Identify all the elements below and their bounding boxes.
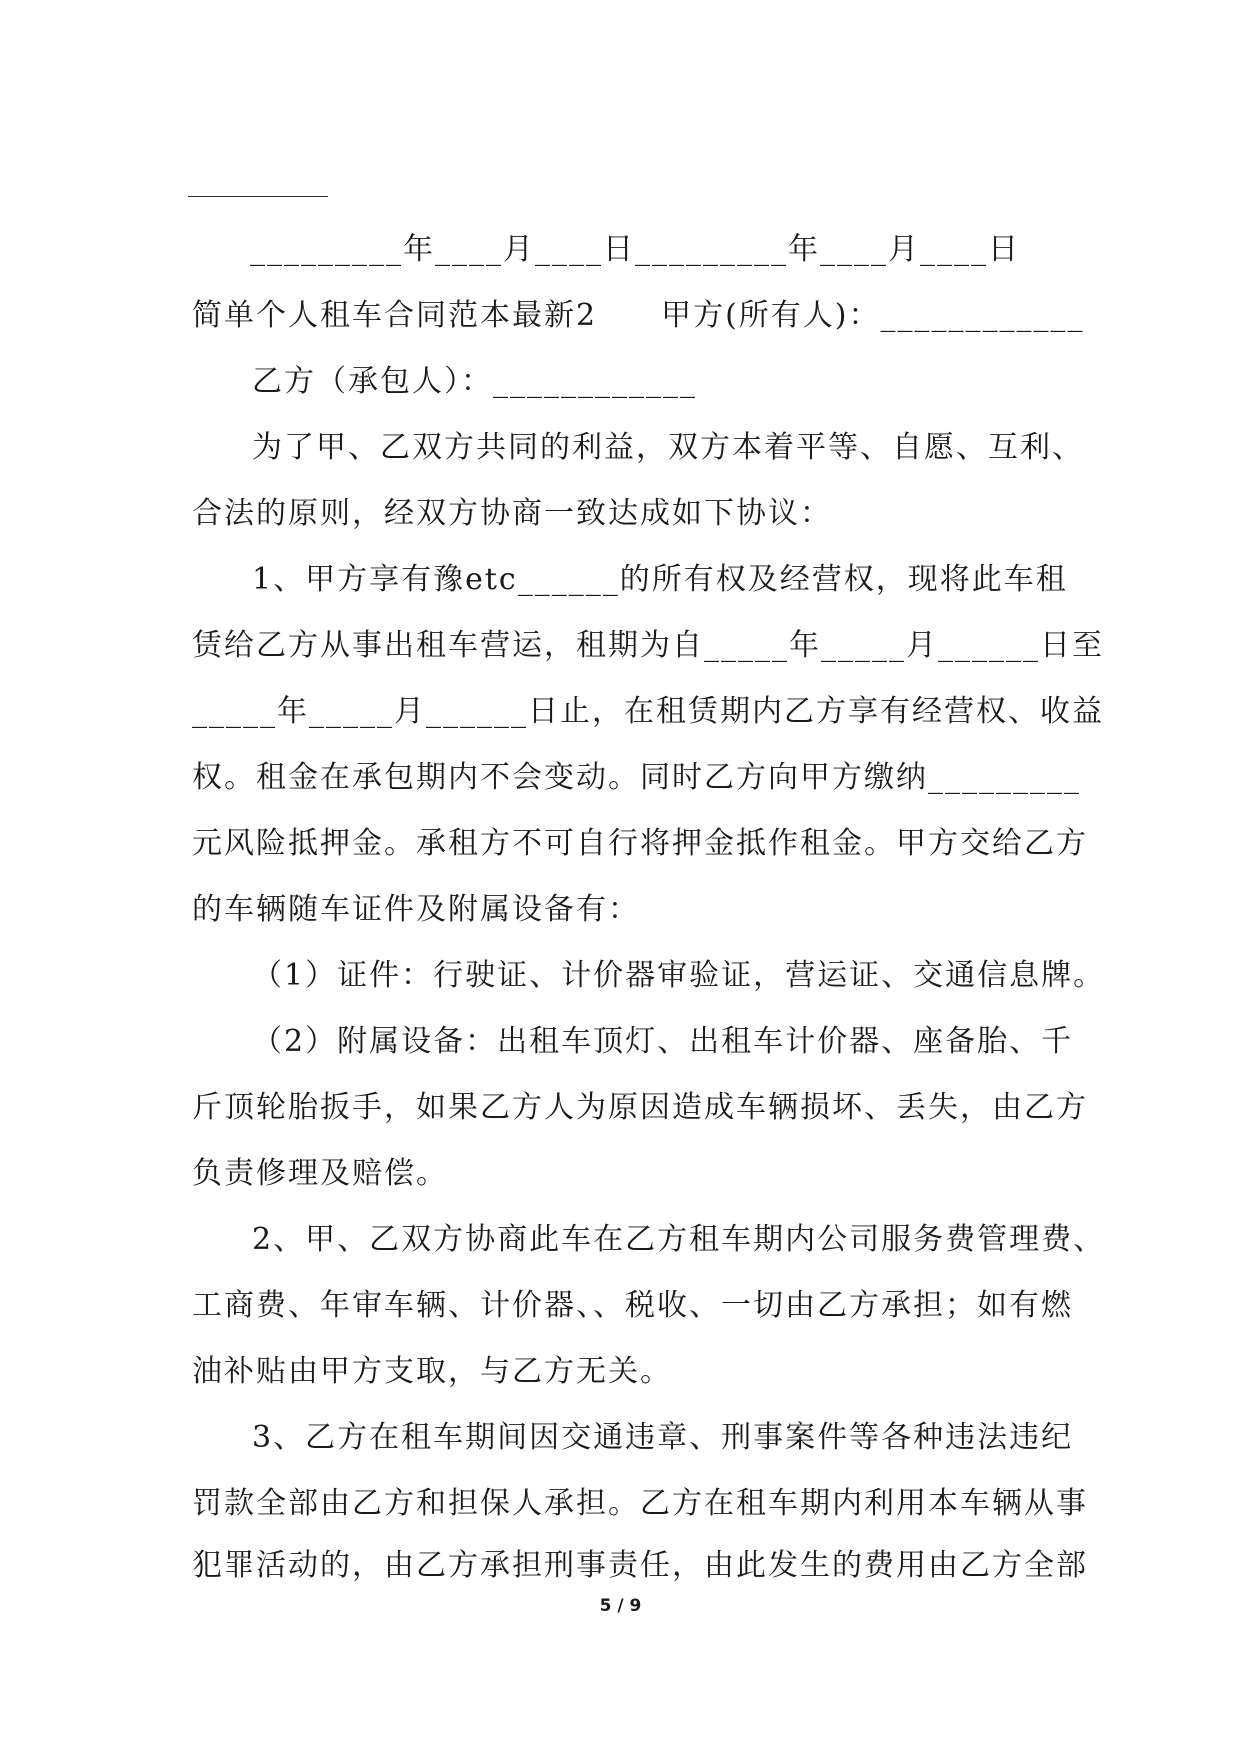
contract-title-line: 简单个人租车合同范本最新2 甲方(所有人)：____________ <box>192 298 1085 333</box>
clause-1-line: 元风险抵押金。承租方不可自行将押金抵作租金。甲方交给乙方 <box>192 826 1088 861</box>
clause-1-line: 赁给乙方从事出租车营运，租期为自_____年_____月______日至 <box>192 628 1104 663</box>
clause-1-line: 权。租金在承包期内不会变动。同时乙方向甲方缴纳_________ <box>192 760 1081 795</box>
clause-3-line: 罚款全部由乙方和担保人承担。乙方在租车期内利用本车辆从事 <box>192 1486 1088 1521</box>
clause-3-line: 犯罪活动的，由乙方承担刑事责任，由此发生的费用由乙方全部 <box>192 1548 1088 1583</box>
clause-1-line: 的车辆随车证件及附属设备有： <box>192 892 640 927</box>
sub-item-2-line: （2）附属设备：出租车顶灯、出租车计价器、座备胎、千 <box>252 1024 1074 1059</box>
sub-item-1-line: （1）证件：行驶证、计价器审验证，营运证、交通信息牌。 <box>252 958 1106 993</box>
clause-2-line: 工商费、年审车辆、计价器、、税收、一切由乙方承担；如有燃 <box>192 1288 1073 1323</box>
clause-3-line: 3、乙方在租车期间因交通违章、刑事案件等各种违法违纪 <box>252 1420 1074 1455</box>
clause-1-line: 1、甲方享有豫etc______的所有权及经营权，现将此车租 <box>252 562 1068 597</box>
clause-1-line: _____年_____月______日止，在租赁期内乙方享有经营权、收益 <box>192 694 1104 729</box>
page-number: 5 / 9 <box>599 1596 642 1616</box>
date-line: _________年____月____日_________年____月____日 <box>250 232 1020 267</box>
sub-item-2-line: 斤顶轮胎扳手，如果乙方人为原因造成车辆损坏、丢失，由乙方 <box>192 1090 1088 1125</box>
paragraph-line: 为了甲、乙双方共同的利益，双方本着平等、自愿、互利、 <box>252 430 1084 465</box>
clause-2-line: 油补贴由甲方支取，与乙方无关。 <box>192 1354 672 1389</box>
sub-item-2-line: 负责修理及赔偿。 <box>192 1156 448 1191</box>
paragraph-line: 合法的原则，经双方协商一致达成如下协议： <box>192 496 832 531</box>
signature-rule <box>188 196 328 197</box>
clause-2-line: 2、甲、乙双方协商此车在乙方租车期内公司服务费管理费、 <box>252 1222 1106 1257</box>
party-b-line: 乙方（承包人）：____________ <box>252 364 697 399</box>
